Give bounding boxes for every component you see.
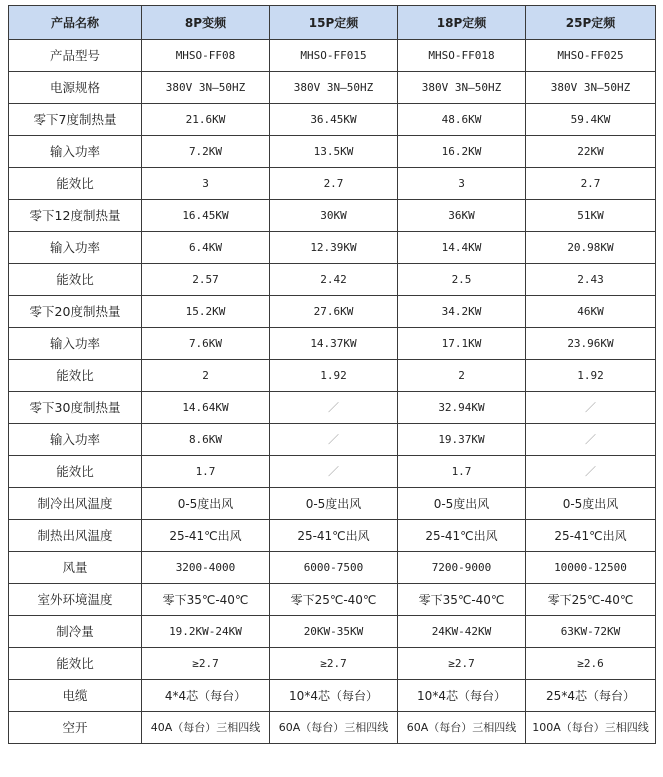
- table-cell: 10*4芯（每台）: [398, 680, 526, 712]
- table-cell: 1.7: [142, 456, 270, 488]
- table-cell: 46KW: [526, 296, 656, 328]
- table-cell: 2.7: [270, 168, 398, 200]
- table-cell: 2.5: [398, 264, 526, 296]
- table-cell: 63KW-72KW: [526, 616, 656, 648]
- table-row: [9, 680, 656, 712]
- table-row: [9, 296, 656, 328]
- row-label: 零下30度制热量: [9, 392, 142, 424]
- table-cell: 3200-4000: [142, 552, 270, 584]
- table-cell: ≥2.7: [398, 648, 526, 680]
- table-cell: 0-5度出风: [398, 488, 526, 520]
- table-cell: 10*4芯（每台）: [270, 680, 398, 712]
- table-cell: 25-41℃出风: [398, 520, 526, 552]
- table-cell: 40A（每台）三相四线: [142, 712, 270, 744]
- header-cell-25p: 25P定频: [526, 6, 656, 40]
- row-label: 零下7度制热量: [9, 104, 142, 136]
- table-cell: 21.6KW: [142, 104, 270, 136]
- table-cell: 13.5KW: [270, 136, 398, 168]
- table-cell: MHSO-FF018: [398, 40, 526, 72]
- table-row: [9, 616, 656, 648]
- table-cell: MHSO-FF015: [270, 40, 398, 72]
- table-cell: 2: [142, 360, 270, 392]
- table-row: [9, 456, 656, 488]
- table-cell: 6.4KW: [142, 232, 270, 264]
- table-row: [9, 392, 656, 424]
- table-cell: 0-5度出风: [270, 488, 398, 520]
- table-row: [9, 232, 656, 264]
- header-cell-15p: 15P定频: [270, 6, 398, 40]
- table-row: [9, 72, 656, 104]
- table-cell: 16.2KW: [398, 136, 526, 168]
- table-cell: 100A（每台）三相四线: [526, 712, 656, 744]
- table-row: [9, 424, 656, 456]
- row-label: 空开: [9, 712, 142, 744]
- table-cell: 59.4KW: [526, 104, 656, 136]
- table-cell: 2.43: [526, 264, 656, 296]
- table-header-row: [9, 6, 656, 40]
- table-cell: 48.6KW: [398, 104, 526, 136]
- table-cell: 51KW: [526, 200, 656, 232]
- table-cell: ≥2.6: [526, 648, 656, 680]
- row-label: 输入功率: [9, 328, 142, 360]
- table-cell: 380V 3N—50HZ: [270, 72, 398, 104]
- table-cell: 14.4KW: [398, 232, 526, 264]
- row-label: 制冷出风温度: [9, 488, 142, 520]
- table-cell: 零下35℃-40℃: [142, 584, 270, 616]
- table-cell: 380V 3N—50HZ: [526, 72, 656, 104]
- table-cell: 380V 3N—50HZ: [142, 72, 270, 104]
- table-cell: 20KW-35KW: [270, 616, 398, 648]
- table-cell: 19.2KW-24KW: [142, 616, 270, 648]
- table-row: [9, 648, 656, 680]
- row-label: 制冷量: [9, 616, 142, 648]
- table-cell: 22KW: [526, 136, 656, 168]
- row-label: 产品型号: [9, 40, 142, 72]
- table-row: [9, 488, 656, 520]
- table-cell: 14.37KW: [270, 328, 398, 360]
- table-cell: 32.94KW: [398, 392, 526, 424]
- table-cell: 1.7: [398, 456, 526, 488]
- table-cell: ≥2.7: [270, 648, 398, 680]
- table-row: [9, 200, 656, 232]
- table-row: [9, 264, 656, 296]
- table-cell: 16.45KW: [142, 200, 270, 232]
- row-label: 能效比: [9, 648, 142, 680]
- spec-table: [8, 5, 656, 744]
- table-cell: 60A（每台）三相四线: [270, 712, 398, 744]
- table-cell: 1.92: [526, 360, 656, 392]
- row-label: 输入功率: [9, 136, 142, 168]
- table-cell: 1.92: [270, 360, 398, 392]
- row-label: 输入功率: [9, 424, 142, 456]
- table-cell: 25-41℃出风: [270, 520, 398, 552]
- table-cell: 25-41℃出风: [142, 520, 270, 552]
- table-cell: 15.2KW: [142, 296, 270, 328]
- row-label: 零下12度制热量: [9, 200, 142, 232]
- table-cell: 7.2KW: [142, 136, 270, 168]
- row-label: 能效比: [9, 456, 142, 488]
- row-label: 输入功率: [9, 232, 142, 264]
- table-row: [9, 552, 656, 584]
- table-row: [9, 168, 656, 200]
- table-row: [9, 520, 656, 552]
- table-row: [9, 712, 656, 744]
- table-row: [9, 584, 656, 616]
- table-cell: 27.6KW: [270, 296, 398, 328]
- table-cell: 14.64KW: [142, 392, 270, 424]
- table-cell: 2: [398, 360, 526, 392]
- table-cell: ／: [526, 392, 656, 424]
- table-cell: 2.7: [526, 168, 656, 200]
- table-cell: 19.37KW: [398, 424, 526, 456]
- table-cell: ≥2.7: [142, 648, 270, 680]
- row-label: 零下20度制热量: [9, 296, 142, 328]
- table-cell: 3: [398, 168, 526, 200]
- row-label: 能效比: [9, 264, 142, 296]
- table-cell: 0-5度出风: [526, 488, 656, 520]
- table-cell: 12.39KW: [270, 232, 398, 264]
- row-label: 电缆: [9, 680, 142, 712]
- table-cell: 36KW: [398, 200, 526, 232]
- row-label: 电源规格: [9, 72, 142, 104]
- table-cell: 25-41℃出风: [526, 520, 656, 552]
- table-cell: 20.98KW: [526, 232, 656, 264]
- row-label: 室外环境温度: [9, 584, 142, 616]
- table-cell: 60A（每台）三相四线: [398, 712, 526, 744]
- table-cell: 17.1KW: [398, 328, 526, 360]
- table-cell: 3: [142, 168, 270, 200]
- table-body: [9, 40, 656, 744]
- table-cell: 6000-7500: [270, 552, 398, 584]
- table-cell: MHSO-FF08: [142, 40, 270, 72]
- table-cell: 25*4芯（每台）: [526, 680, 656, 712]
- header-cell-18p: 18P定频: [398, 6, 526, 40]
- table-cell: 7200-9000: [398, 552, 526, 584]
- row-label: 风量: [9, 552, 142, 584]
- table-cell: ／: [526, 424, 656, 456]
- table-cell: 4*4芯（每台）: [142, 680, 270, 712]
- table-cell: 零下35℃-40℃: [398, 584, 526, 616]
- table-row: [9, 104, 656, 136]
- row-label: 能效比: [9, 360, 142, 392]
- table-row: [9, 360, 656, 392]
- table-row: [9, 136, 656, 168]
- table-cell: 24KW-42KW: [398, 616, 526, 648]
- table-cell: 2.57: [142, 264, 270, 296]
- table-cell: 380V 3N—50HZ: [398, 72, 526, 104]
- table-cell: 30KW: [270, 200, 398, 232]
- table-cell: MHSO-FF025: [526, 40, 656, 72]
- header-cell-product-name: 产品名称: [9, 6, 142, 40]
- table-cell: 10000-12500: [526, 552, 656, 584]
- table-cell: 23.96KW: [526, 328, 656, 360]
- table-cell: 34.2KW: [398, 296, 526, 328]
- row-label: 能效比: [9, 168, 142, 200]
- table-cell: ／: [270, 456, 398, 488]
- table-cell: ／: [270, 392, 398, 424]
- header-cell-8p: 8P变频: [142, 6, 270, 40]
- table-cell: 零下25℃-40℃: [526, 584, 656, 616]
- table-cell: ／: [270, 424, 398, 456]
- table-cell: 零下25℃-40℃: [270, 584, 398, 616]
- table-cell: ／: [526, 456, 656, 488]
- table-cell: 36.45KW: [270, 104, 398, 136]
- table-row: [9, 328, 656, 360]
- table-cell: 8.6KW: [142, 424, 270, 456]
- row-label: 制热出风温度: [9, 520, 142, 552]
- table-cell: 7.6KW: [142, 328, 270, 360]
- table-cell: 2.42: [270, 264, 398, 296]
- table-cell: 0-5度出风: [142, 488, 270, 520]
- table-row: [9, 40, 656, 72]
